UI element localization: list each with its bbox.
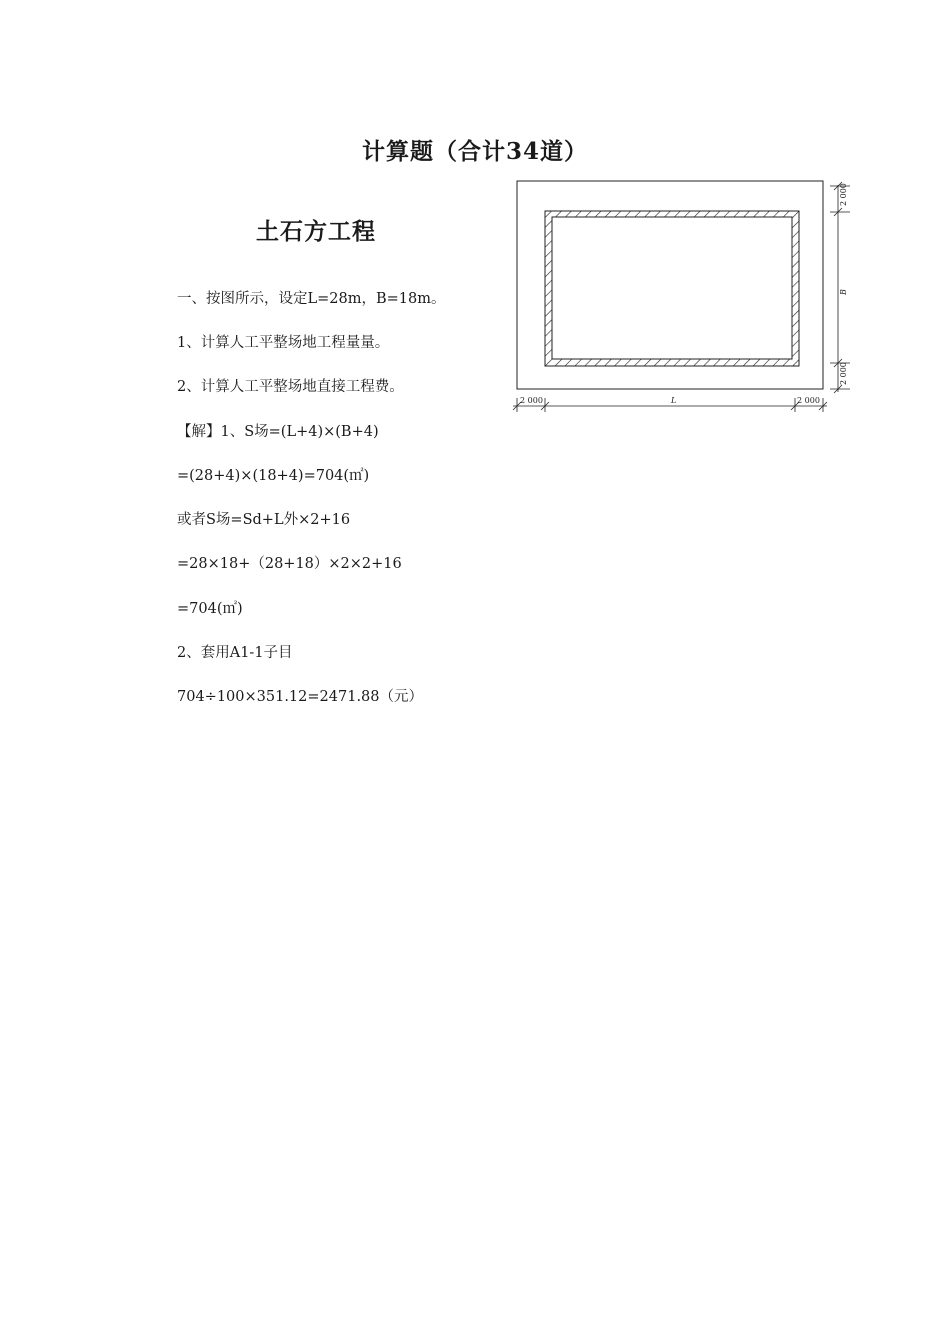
site-plan-diagram: [505, 178, 865, 418]
solution-line-4: =28×18+（28+18）×2×2+16: [177, 556, 402, 572]
building-wall: [545, 211, 799, 366]
solution-line-6: 2、套用A1-1子目: [177, 645, 293, 661]
solution-line-5: =704(㎡): [177, 601, 243, 617]
problem-statement: 一、按图所示，设定L=28m，B=18m。: [177, 291, 446, 307]
dim-label-b: B: [839, 289, 848, 295]
solution-line-3: 或者S场=Sd+L外×2+16: [177, 512, 351, 528]
section-title: 土石方工程: [256, 218, 376, 245]
question-1: 1、计算人工平整场地工程量量。: [177, 335, 390, 351]
dim-label-l: L: [671, 396, 677, 405]
dim-label-bottom-end: 2 000: [797, 396, 820, 405]
solution-line-7: 704÷100×351.12=2471.88（元）: [177, 689, 423, 705]
solution-line-1: 【解】1、S场=(L+4)×(B+4): [177, 424, 379, 440]
dim-label-bottom-left: 2 000: [520, 396, 543, 405]
dim-label-top-right: 2 000: [839, 183, 848, 206]
question-2: 2、计算人工平整场地直接工程费。: [177, 379, 404, 395]
dim-label-bottom-right: 2 000: [839, 362, 848, 385]
page-title: 计算题（合计34道）: [361, 138, 588, 165]
solution-line-2: =(28+4)×(18+4)=704(㎡): [177, 468, 370, 484]
